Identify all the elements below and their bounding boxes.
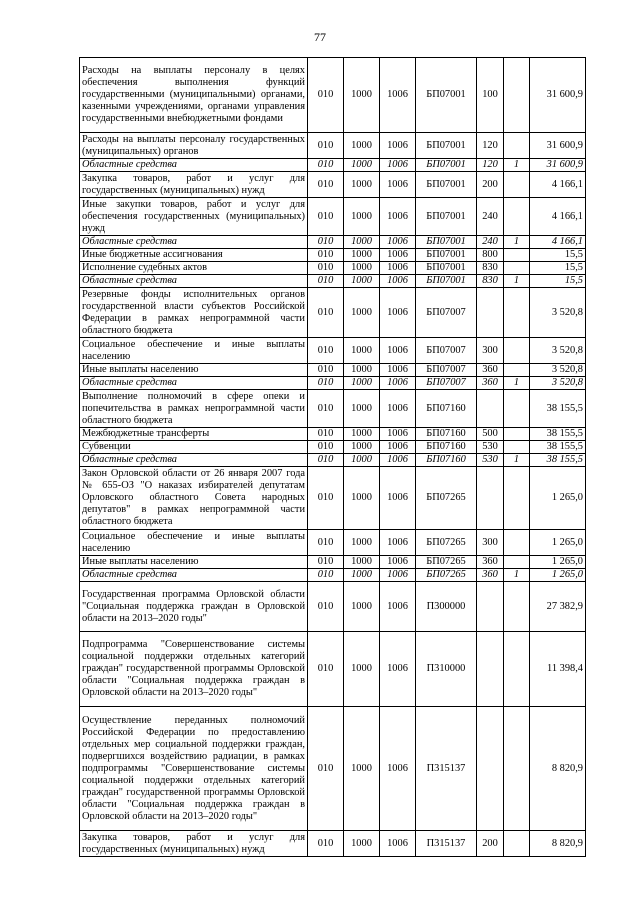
funding-source-cell (504, 364, 530, 377)
target-article-cell: БП07001 (416, 58, 477, 133)
funding-source-cell: 1 (504, 377, 530, 390)
grbs-code-cell: 010 (308, 198, 344, 236)
expense-type-cell: 800 (477, 249, 504, 262)
target-article-cell: БП07007 (416, 377, 477, 390)
table-row (80, 582, 586, 632)
target-article-cell: П300000 (416, 582, 477, 632)
target-article-cell: БП07001 (416, 275, 477, 288)
target-article-cell: БП07007 (416, 364, 477, 377)
subsection-code-cell: 1006 (380, 467, 416, 530)
expense-type-cell: 360 (477, 364, 504, 377)
row-name-cell: Подпрограмма "Совершенствование системы социальной поддержки отдельных категорий граждан" государственной программы Орловской области "Социальная поддержка граждан в Орловской области на 2013–2020 годы" (80, 632, 308, 707)
target-article-cell: БП07001 (416, 159, 477, 172)
table-row (80, 364, 586, 377)
grbs-code-cell: 010 (308, 582, 344, 632)
funding-source-cell (504, 172, 530, 198)
grbs-code-cell: 010 (308, 275, 344, 288)
grbs-code-cell: 010 (308, 159, 344, 172)
funding-source-cell: 1 (504, 454, 530, 467)
amount-cell: 8 820,9 (530, 707, 586, 831)
funding-source-cell (504, 58, 530, 133)
grbs-code-cell: 010 (308, 390, 344, 428)
subsection-code-cell: 1006 (380, 831, 416, 857)
amount-cell: 8 820,9 (530, 831, 586, 857)
table-row (80, 467, 586, 530)
table-row (80, 133, 586, 159)
grbs-code-cell: 010 (308, 530, 344, 556)
expense-type-cell (477, 707, 504, 831)
amount-cell: 4 166,1 (530, 236, 586, 249)
expense-type-cell (477, 632, 504, 707)
funding-source-cell: 1 (504, 275, 530, 288)
table-row (80, 377, 586, 390)
funding-source-cell: 1 (504, 569, 530, 582)
grbs-code-cell: 010 (308, 707, 344, 831)
row-name-cell: Иные бюджетные ассигнования (80, 249, 308, 262)
row-name-cell: Субвенции (80, 441, 308, 454)
grbs-code-cell: 010 (308, 428, 344, 441)
row-name-cell: Областные средства (80, 377, 308, 390)
table-row (80, 707, 586, 831)
subsection-code-cell: 1006 (380, 441, 416, 454)
section-code-cell: 1000 (344, 530, 380, 556)
table-row (80, 159, 586, 172)
budget-table (79, 57, 586, 857)
subsection-code-cell: 1006 (380, 249, 416, 262)
subsection-code-cell: 1006 (380, 377, 416, 390)
expense-type-cell: 120 (477, 133, 504, 159)
funding-source-cell (504, 707, 530, 831)
section-code-cell: 1000 (344, 249, 380, 262)
subsection-code-cell: 1006 (380, 159, 416, 172)
section-code-cell: 1000 (344, 364, 380, 377)
expense-type-cell (477, 582, 504, 632)
row-name-cell: Областные средства (80, 275, 308, 288)
table-row (80, 454, 586, 467)
table-row (80, 172, 586, 198)
expense-type-cell (477, 288, 504, 338)
row-name-cell: Расходы на выплаты персоналу государственных (муниципальных) органов (80, 133, 308, 159)
amount-cell: 38 155,5 (530, 390, 586, 428)
funding-source-cell (504, 582, 530, 632)
funding-source-cell (504, 262, 530, 275)
subsection-code-cell: 1006 (380, 198, 416, 236)
row-name-cell: Расходы на выплаты персоналу в целях обеспечения выполнения функций государственными (муниципальными) органами, казенными учреждениями, органами управления государственными внебюджетными фондами (80, 58, 308, 133)
row-name-cell: Областные средства (80, 454, 308, 467)
grbs-code-cell: 010 (308, 58, 344, 133)
row-name-cell: Закон Орловской области от 26 января 2007 года № 655-ОЗ "О наказах избирателей депутатам Орловского областного Совета народных депутатов" в рамках непрограммной части областного бюджета (80, 467, 308, 530)
grbs-code-cell: 010 (308, 288, 344, 338)
table-row (80, 275, 586, 288)
amount-cell: 38 155,5 (530, 454, 586, 467)
row-name-cell: Иные закупки товаров, работ и услуг для обеспечения государственных (муниципальных) нужд (80, 198, 308, 236)
expense-type-cell: 360 (477, 569, 504, 582)
funding-source-cell: 1 (504, 159, 530, 172)
funding-source-cell (504, 288, 530, 338)
subsection-code-cell: 1006 (380, 364, 416, 377)
subsection-code-cell: 1006 (380, 172, 416, 198)
section-code-cell: 1000 (344, 338, 380, 364)
section-code-cell: 1000 (344, 632, 380, 707)
target-article-cell: П315137 (416, 831, 477, 857)
amount-cell: 1 265,0 (530, 530, 586, 556)
row-name-cell: Закупка товаров, работ и услуг для государственных (муниципальных) нужд (80, 172, 308, 198)
funding-source-cell (504, 831, 530, 857)
amount-cell: 15,5 (530, 249, 586, 262)
expense-type-cell: 200 (477, 172, 504, 198)
funding-source-cell (504, 338, 530, 364)
target-article-cell: БП07007 (416, 338, 477, 364)
section-code-cell: 1000 (344, 390, 380, 428)
amount-cell: 31 600,9 (530, 133, 586, 159)
target-article-cell: БП07265 (416, 556, 477, 569)
funding-source-cell (504, 133, 530, 159)
table-row (80, 530, 586, 556)
target-article-cell: БП07001 (416, 236, 477, 249)
section-code-cell: 1000 (344, 582, 380, 632)
amount-cell: 1 265,0 (530, 556, 586, 569)
row-name-cell: Осуществление переданных полномочий Российской Федерации по предоставлению отдельных мер социальной поддержки граждан, подвергшихся воздействию радиации, в рамках подпрограммы "Совершенствование системы социальной поддержки отдельных категорий граждан" государственной программы Орловской области "Социальная поддержка граждан в Орловской области на 2013–2020 годы" (80, 707, 308, 831)
funding-source-cell (504, 390, 530, 428)
expense-type-cell: 240 (477, 198, 504, 236)
subsection-code-cell: 1006 (380, 390, 416, 428)
expense-type-cell: 200 (477, 831, 504, 857)
amount-cell: 11 398,4 (530, 632, 586, 707)
section-code-cell: 1000 (344, 198, 380, 236)
amount-cell: 38 155,5 (530, 428, 586, 441)
table-row (80, 556, 586, 569)
expense-type-cell (477, 467, 504, 530)
section-code-cell: 1000 (344, 275, 380, 288)
row-name-cell: Областные средства (80, 569, 308, 582)
expense-type-cell: 120 (477, 159, 504, 172)
expense-type-cell: 530 (477, 441, 504, 454)
amount-cell: 15,5 (530, 262, 586, 275)
expense-type-cell: 300 (477, 338, 504, 364)
expense-type-cell: 830 (477, 262, 504, 275)
row-name-cell: Выполнение полномочий в сфере опеки и попечительства в рамках непрограммной части областного бюджета (80, 390, 308, 428)
target-article-cell: П310000 (416, 632, 477, 707)
grbs-code-cell: 010 (308, 262, 344, 275)
section-code-cell: 1000 (344, 569, 380, 582)
expense-type-cell: 360 (477, 377, 504, 390)
row-name-cell: Областные средства (80, 159, 308, 172)
grbs-code-cell: 010 (308, 831, 344, 857)
amount-cell: 3 520,8 (530, 364, 586, 377)
table-row (80, 428, 586, 441)
subsection-code-cell: 1006 (380, 428, 416, 441)
section-code-cell: 1000 (344, 262, 380, 275)
target-article-cell: П315137 (416, 707, 477, 831)
section-code-cell: 1000 (344, 58, 380, 133)
table-body (80, 58, 586, 857)
expense-type-cell: 100 (477, 58, 504, 133)
target-article-cell: БП07160 (416, 454, 477, 467)
table-row (80, 569, 586, 582)
expense-type-cell (477, 390, 504, 428)
funding-source-cell (504, 556, 530, 569)
section-code-cell: 1000 (344, 454, 380, 467)
subsection-code-cell: 1006 (380, 582, 416, 632)
funding-source-cell (504, 632, 530, 707)
subsection-code-cell: 1006 (380, 556, 416, 569)
table-row (80, 441, 586, 454)
expense-type-cell: 830 (477, 275, 504, 288)
table-row (80, 831, 586, 857)
amount-cell: 3 520,8 (530, 377, 586, 390)
target-article-cell: БП07007 (416, 288, 477, 338)
row-name-cell: Государственная программа Орловской области "Социальная поддержка граждан в Орловской области на 2013–2020 годы" (80, 582, 308, 632)
section-code-cell: 1000 (344, 441, 380, 454)
target-article-cell: БП07265 (416, 467, 477, 530)
funding-source-cell (504, 441, 530, 454)
amount-cell: 3 520,8 (530, 338, 586, 364)
grbs-code-cell: 010 (308, 133, 344, 159)
amount-cell: 31 600,9 (530, 58, 586, 133)
expense-type-cell: 360 (477, 556, 504, 569)
row-name-cell: Областные средства (80, 236, 308, 249)
target-article-cell: БП07160 (416, 441, 477, 454)
amount-cell: 1 265,0 (530, 569, 586, 582)
subsection-code-cell: 1006 (380, 133, 416, 159)
row-name-cell: Исполнение судебных актов (80, 262, 308, 275)
table-row (80, 198, 586, 236)
section-code-cell: 1000 (344, 556, 380, 569)
section-code-cell: 1000 (344, 159, 380, 172)
section-code-cell: 1000 (344, 428, 380, 441)
section-code-cell: 1000 (344, 467, 380, 530)
subsection-code-cell: 1006 (380, 569, 416, 582)
row-name-cell: Иные выплаты населению (80, 364, 308, 377)
amount-cell: 4 166,1 (530, 172, 586, 198)
grbs-code-cell: 010 (308, 632, 344, 707)
table-row (80, 58, 586, 133)
subsection-code-cell: 1006 (380, 262, 416, 275)
funding-source-cell (504, 249, 530, 262)
row-name-cell: Иные выплаты населению (80, 556, 308, 569)
grbs-code-cell: 010 (308, 556, 344, 569)
section-code-cell: 1000 (344, 133, 380, 159)
grbs-code-cell: 010 (308, 441, 344, 454)
grbs-code-cell: 010 (308, 236, 344, 249)
grbs-code-cell: 010 (308, 249, 344, 262)
row-name-cell: Закупка товаров, работ и услуг для государственных (муниципальных) нужд (80, 831, 308, 857)
funding-source-cell (504, 428, 530, 441)
section-code-cell: 1000 (344, 377, 380, 390)
grbs-code-cell: 010 (308, 364, 344, 377)
subsection-code-cell: 1006 (380, 275, 416, 288)
amount-cell: 27 382,9 (530, 582, 586, 632)
subsection-code-cell: 1006 (380, 707, 416, 831)
funding-source-cell: 1 (504, 236, 530, 249)
target-article-cell: БП07265 (416, 569, 477, 582)
page-number: 77 (314, 30, 326, 44)
row-name-cell: Межбюджетные трансферты (80, 428, 308, 441)
table-row (80, 249, 586, 262)
amount-cell: 31 600,9 (530, 159, 586, 172)
target-article-cell: БП07001 (416, 249, 477, 262)
row-name-cell: Социальное обеспечение и иные выплаты населению (80, 338, 308, 364)
section-code-cell: 1000 (344, 707, 380, 831)
amount-cell: 1 265,0 (530, 467, 586, 530)
subsection-code-cell: 1006 (380, 236, 416, 249)
subsection-code-cell: 1006 (380, 338, 416, 364)
subsection-code-cell: 1006 (380, 58, 416, 133)
amount-cell: 15,5 (530, 275, 586, 288)
subsection-code-cell: 1006 (380, 288, 416, 338)
grbs-code-cell: 010 (308, 377, 344, 390)
subsection-code-cell: 1006 (380, 530, 416, 556)
section-code-cell: 1000 (344, 236, 380, 249)
funding-source-cell (504, 198, 530, 236)
table-row (80, 390, 586, 428)
expense-type-cell: 240 (477, 236, 504, 249)
funding-source-cell (504, 467, 530, 530)
grbs-code-cell: 010 (308, 172, 344, 198)
table-row (80, 338, 586, 364)
funding-source-cell (504, 530, 530, 556)
subsection-code-cell: 1006 (380, 632, 416, 707)
amount-cell: 38 155,5 (530, 441, 586, 454)
target-article-cell: БП07001 (416, 172, 477, 198)
grbs-code-cell: 010 (308, 454, 344, 467)
row-name-cell: Социальное обеспечение и иные выплаты населению (80, 530, 308, 556)
row-name-cell: Резервные фонды исполнительных органов государственной власти субъектов Российской Федерации в рамках непрограммной части областного бюджета (80, 288, 308, 338)
subsection-code-cell: 1006 (380, 454, 416, 467)
expense-type-cell: 530 (477, 454, 504, 467)
target-article-cell: БП07001 (416, 198, 477, 236)
expense-type-cell: 500 (477, 428, 504, 441)
expense-type-cell: 300 (477, 530, 504, 556)
grbs-code-cell: 010 (308, 467, 344, 530)
table-row (80, 236, 586, 249)
table-row (80, 288, 586, 338)
table-row (80, 632, 586, 707)
amount-cell: 4 166,1 (530, 198, 586, 236)
section-code-cell: 1000 (344, 288, 380, 338)
target-article-cell: БП07160 (416, 390, 477, 428)
grbs-code-cell: 010 (308, 338, 344, 364)
section-code-cell: 1000 (344, 831, 380, 857)
target-article-cell: БП07160 (416, 428, 477, 441)
section-code-cell: 1000 (344, 172, 380, 198)
target-article-cell: БП07001 (416, 133, 477, 159)
target-article-cell: БП07001 (416, 262, 477, 275)
amount-cell: 3 520,8 (530, 288, 586, 338)
target-article-cell: БП07265 (416, 530, 477, 556)
grbs-code-cell: 010 (308, 569, 344, 582)
table-row (80, 262, 586, 275)
